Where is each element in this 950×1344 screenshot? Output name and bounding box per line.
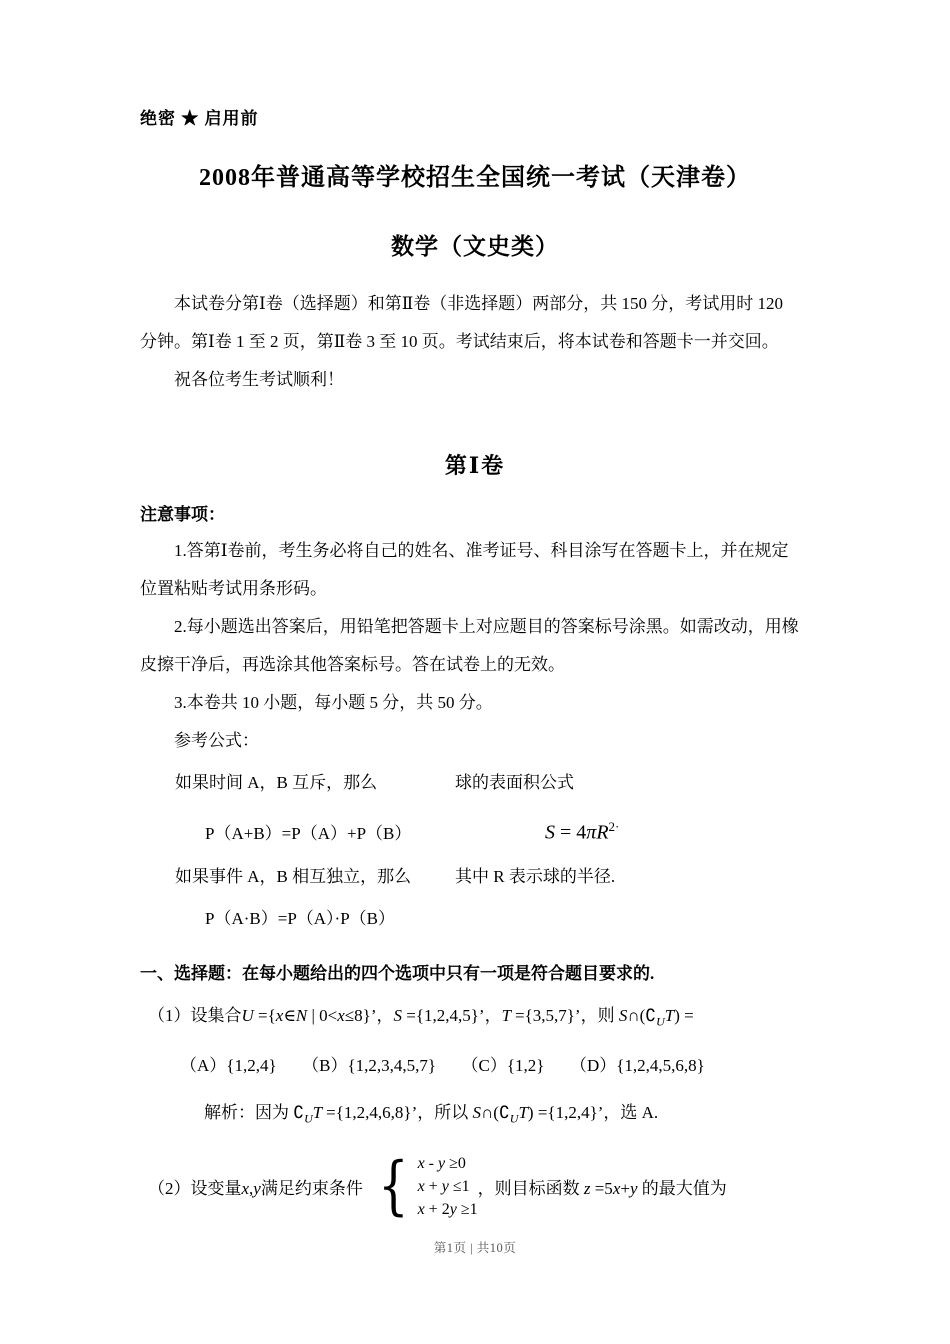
sphere-radius-note: 其中 R 表示球的半径. (455, 866, 616, 886)
question-2-before: （2）设变量x,y满足约束条件 (148, 1179, 363, 1199)
question-2-after: ，则目标函数 z =5x+y 的最大值为 (477, 1179, 727, 1199)
exam-title: 2008年普通高等学校招生全国统一考试（天津卷） (199, 165, 751, 191)
intro-line-2: 分钟。第Ⅰ卷 1 至 2 页，第Ⅱ卷 3 至 10 页。考试结束后，将本试卷和答题卡一并交回。 (140, 332, 779, 351)
question-1-options: （A）{1,2,4} （B）{1,2,3,4,5,7} （C）{1,2} （D）{1,2,4,5,6,8} (180, 1056, 705, 1076)
independent-events-label: 如果事件 A，B 相互独立，那么 (175, 866, 412, 886)
constraint-system (418, 1152, 478, 1221)
section1-heading: 一、选择题：在每小题给出的四个选项中只有一项是符合题目要求的. (140, 963, 655, 983)
reference-formulas (140, 762, 810, 940)
constraint-line-1: x - y ≥0 (417, 1155, 466, 1173)
question-1-analysis: 解析：因为 $∁_UT =\{1,2,4,6,8\}$’，所以 $S\cap(∁_UT) =\{1,2,4\}$’，选 A. (204, 1103, 659, 1126)
page-footer: 第1页 | 共10页 (433, 1241, 517, 1255)
prob-sum-formula: P（A+B）=P（A）+P（B） (205, 823, 412, 843)
prob-product-formula: P（A·B）=P（A）·P（B） (205, 908, 396, 928)
exam-subject: 数学（文史类） (391, 234, 559, 259)
constraint-line-2: x + y ≤1 (417, 1178, 470, 1196)
intro-line-1: 本试卷分第Ⅰ卷（选择题）和第Ⅱ卷（非选择题）两部分，共 150 分，考试用时 120 (174, 294, 784, 313)
sphere-area-label: 球的表面积公式 (455, 773, 574, 792)
note-line-1b: 位置粘贴考试用条形码。 (140, 579, 327, 598)
intro-line-3: 祝各位考生考试顺利！ (174, 370, 344, 389)
question-1-stem: （1）设集合U ={x∈N | 0<x≤8}’，S ={1,2,4,5}’，T ={3,5,7}’，则 $S\cap(∁_UT)$ = (148, 1005, 694, 1029)
left-brace: { (377, 1149, 409, 1224)
note-line-1a: 1.答第Ⅰ卷前，考生务必将自己的姓名、准考证号、科目涂写在答题卡上，并在规定 (174, 541, 789, 560)
classification-label: 绝密 ★ 启用前 (140, 109, 259, 128)
intro-paragraph (140, 285, 810, 399)
constraint-line-3: x + 2y ≥1 (417, 1201, 478, 1219)
note-line-2a: 2.每小题选出答案后，用铅笔把答题卡上对应题目的答案标号涂黑。如需改动，用橡 (174, 617, 799, 636)
question-2-stem (140, 1149, 810, 1224)
note-line-3: 3.本卷共 10 小题，每小题 5 分，共 50 分。 (174, 693, 493, 712)
formula-heading: 参考公式： (174, 731, 259, 750)
notes-title: 注意事项： (140, 505, 225, 524)
note-line-2b: 皮擦干净后，再选涂其他答案标号。答在试卷上的无效。 (140, 655, 565, 674)
notes-list (140, 532, 810, 722)
part1-heading: 第Ⅰ卷 (444, 453, 506, 478)
sphere-area-formula: $S = 4\pi R^{2\cdot}$ (545, 819, 620, 844)
mutually-exclusive-label: 如果时间 A，B 互斥，那么 (175, 773, 378, 792)
